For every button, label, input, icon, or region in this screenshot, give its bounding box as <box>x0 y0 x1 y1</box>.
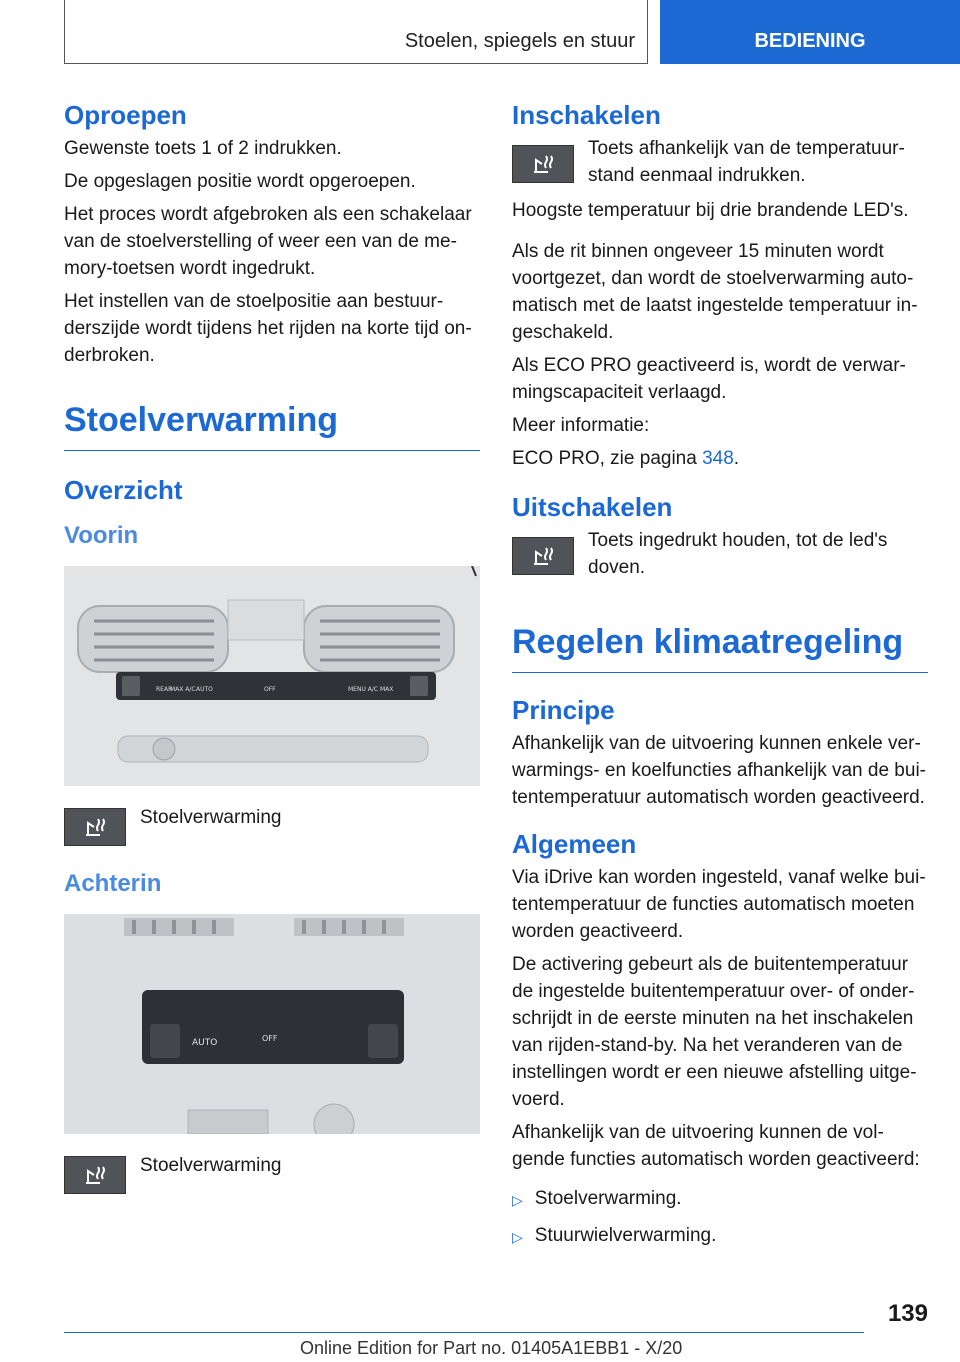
front-btn-label: REAR <box>156 686 173 693</box>
list-item-text: Stoelverwarming. <box>534 1188 682 1209</box>
front-btn-label: AUTO <box>196 686 213 693</box>
front-btn-label: OFF <box>264 686 276 693</box>
front-btn-label: MAX A/C <box>170 686 196 693</box>
heading-stoelverwarming: Stoelverwarming <box>64 401 480 451</box>
heading-uitschakelen: Uitschakelen <box>512 492 673 522</box>
triangle-bullet-icon: ▷ <box>512 1192 523 1208</box>
footer-edition: Online Edition for Part no. 01405A1EBB1 - X/20 <box>300 1338 683 1358</box>
paragraph: Via iDrive kan worden ingesteld, vanaf welke buitentemperatuur de functies automatisch moeten worden geactiveerd. <box>512 867 926 942</box>
rear-btn-label: OFF <box>262 1034 278 1043</box>
footer-divider <box>64 1332 864 1333</box>
heading-principe: Principe <box>512 695 615 725</box>
heading-overzicht: Overzicht <box>64 475 183 505</box>
page-link[interactable]: 348 <box>702 448 734 469</box>
instruction-row <box>512 527 928 587</box>
paragraph: Als de rit binnen ongeveer 15 minuten wordt voortgezet, dan wordt de stoelverwarming automatisch met de laatst ingestelde temperatuur ingeschakeld. <box>512 241 918 343</box>
paragraph: De opgeslagen positie wordt opgeroepen. <box>64 171 416 192</box>
rear-climate-panel-image <box>64 914 480 1134</box>
paragraph: Meer informatie: <box>512 415 650 436</box>
caption-row <box>64 808 480 846</box>
front-btn-label: MENU A/C <box>348 686 379 693</box>
list-item <box>512 1185 928 1214</box>
page-number: 139 <box>887 1300 928 1327</box>
triangle-bullet-icon: ▷ <box>512 1229 523 1245</box>
seat-heating-icon <box>512 537 574 575</box>
caption-text: Stoelverwarming <box>140 1155 282 1176</box>
list-item <box>512 1222 928 1251</box>
paragraph: Afhankelijk van de uitvoering kunnen de volgende functies automatisch worden geactiveerd: <box>512 1122 920 1170</box>
seat-heating-icon <box>64 808 126 846</box>
instruction-text: Toets afhankelijk van de temperatuurstand eenmaal indrukken. <box>588 138 905 186</box>
paragraph: Als ECO PRO geactiveerd is, wordt de verwarmingscapaciteit verlaagd. <box>512 355 906 403</box>
caption-text: Stoelverwarming <box>140 807 282 828</box>
heading-inschakelen: Inschakelen <box>512 100 661 130</box>
front-climate-panel-image <box>64 566 480 786</box>
front-panel-illustration <box>64 566 480 786</box>
paragraph: De activering gebeurt als de buitentemperatuur de ingestelde buitentemperatuur over- of onderschrijdt in de eerste minuten na het inschakelen van rijden-stand-by. Na het veranderen van de instellingen wordt er een nieuwe afstelling uitgevoerd. <box>512 954 917 1110</box>
paragraph-reference <box>512 445 928 472</box>
heading-voorin: Voorin <box>64 522 139 549</box>
seat-heating-icon <box>512 145 574 183</box>
seat-heating-icon <box>64 1156 126 1194</box>
heading-algemeen: Algemeen <box>512 829 637 859</box>
paragraph: Hoogste temperatuur bij drie brandende LED's. <box>512 200 909 221</box>
rear-panel-illustration <box>64 914 480 1134</box>
heading-regelen-klimaatregeling: Regelen klimaatregeling <box>512 623 928 673</box>
heading-oproepen: Oproepen <box>64 100 187 130</box>
paragraph: Gewenste toets 1 of 2 indrukken. <box>64 138 342 159</box>
rear-btn-label: AUTO <box>192 1038 218 1048</box>
left-column <box>64 100 480 1194</box>
front-btn-label: MAX <box>380 686 394 693</box>
paragraph: Het proces wordt afgebroken als een schakelaar van de stoelverstelling of weer een van de memory-toetsen wordt ingedrukt. <box>64 204 472 279</box>
reference-end: . <box>733 448 740 469</box>
paragraph: Het instellen van de stoelpositie aan bestuurderszijde wordt tijdens het rijden na korte tijd onderbroken. <box>64 291 472 366</box>
instruction-row <box>512 135 928 195</box>
header-chapter-tab[interactable]: BEDIENING <box>660 0 960 64</box>
list-item-text: Stuurwielverwarming. <box>534 1225 717 1246</box>
heading-achterin: Achterin <box>64 870 162 897</box>
paragraph: Afhankelijk van de uitvoering kunnen enkele verwarmings- en koelfuncties afhankelijk van de buitentemperatuur automatisch worden geactiveerd. <box>512 733 926 808</box>
right-column <box>512 100 928 1259</box>
instruction-text: Toets ingedrukt houden, tot de led's doven. <box>588 530 888 578</box>
caption-row <box>64 1156 480 1194</box>
header-section-title: Stoelen, spiegels en stuur <box>404 30 635 52</box>
reference-text: ECO PRO, zie pagina <box>512 448 703 469</box>
